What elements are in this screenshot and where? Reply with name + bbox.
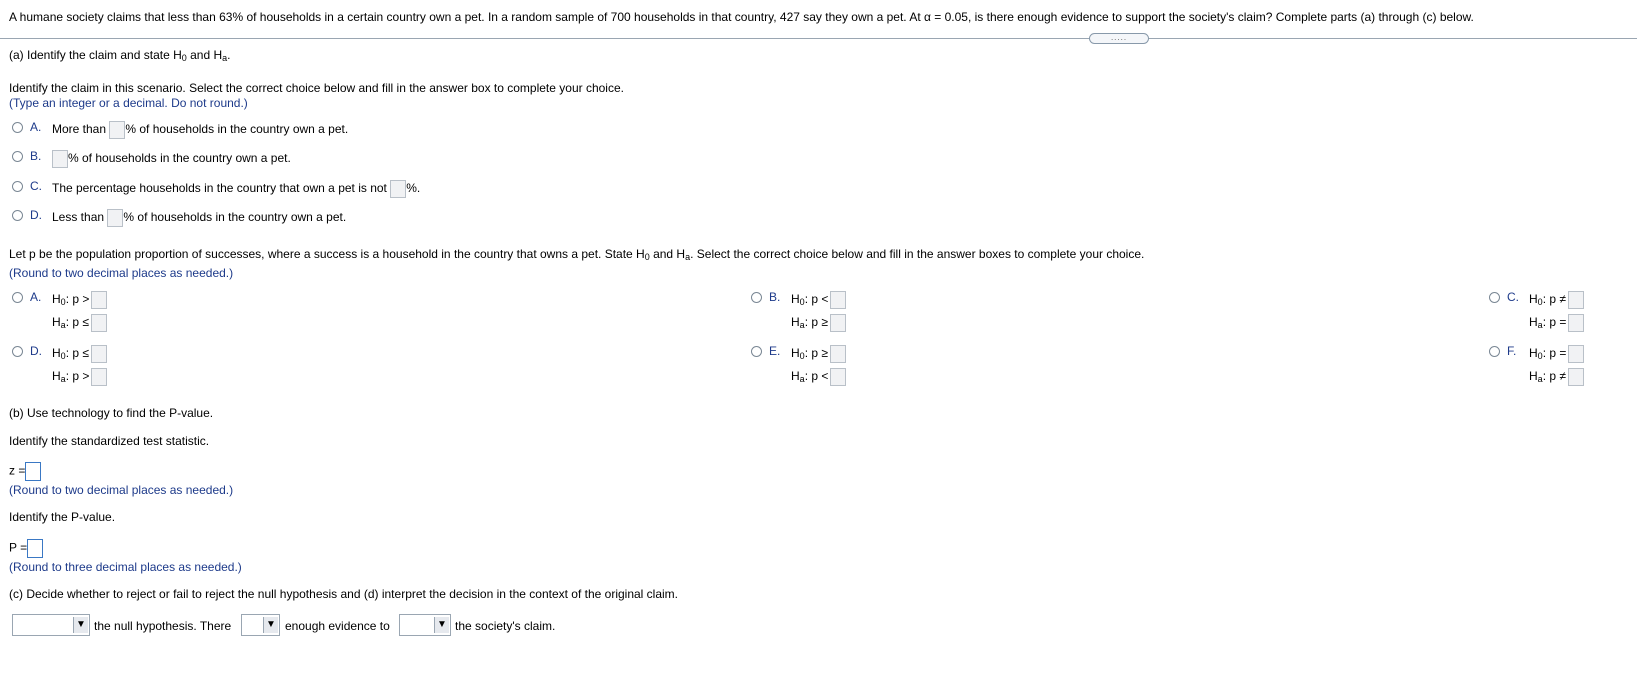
- hyp-radio-a[interactable]: [12, 292, 23, 303]
- part-c-heading: (c) Decide whether to reject or fail to reject the null hypothesis and (d) interpret the decision in the context of the original claim.: [9, 587, 679, 601]
- p-row: P =: [9, 539, 43, 558]
- claim-choice-a: More than % of households in the country own a pet.: [52, 121, 348, 139]
- hyp-d-h0-input[interactable]: [91, 345, 107, 363]
- claim-c-input[interactable]: [390, 180, 406, 198]
- claim-radio-d[interactable]: [12, 210, 23, 221]
- hyp-a-ha: $H_a$: p ≤: [52, 314, 107, 332]
- hyp-b-ha-input[interactable]: [830, 314, 846, 332]
- chevron-down-icon: ▼: [73, 617, 88, 633]
- claim-radio-a[interactable]: [12, 122, 23, 133]
- hyp-radio-b[interactable]: [751, 292, 762, 303]
- hyp-c-h0-input[interactable]: [1568, 291, 1584, 309]
- claim-radio-b[interactable]: [12, 151, 23, 162]
- decision-dropdown[interactable]: [12, 614, 90, 636]
- hyp-e-h0-input[interactable]: [830, 345, 846, 363]
- hyp-e-ha-input[interactable]: [830, 368, 846, 386]
- z-instruction: Identify the standardized test statistic.: [9, 434, 210, 448]
- hyp-d-ha: $H_a$: p >: [52, 368, 107, 386]
- hypothesis-instruction: Let p be the population proportion of successes, where a success is a household in the country that owns a pet. State $H_0$ and $H_a$. Select the correct choice below and fill in the answer boxes to complete your choice.: [9, 247, 1145, 262]
- question-text: A humane society claims that less than 63% of households in a certain country own a pet. In a random sample of 700 households in that country, 427 say they own a pet. At α = 0.05, is there enough evidence to support the society's claim? Complete parts (a) through (c) below.: [9, 10, 1474, 24]
- chevron-down-icon: ▼: [434, 617, 449, 633]
- claim-action-text: the society's claim.: [455, 619, 556, 633]
- claim-a-input[interactable]: [109, 121, 125, 139]
- claim-action-dropdown[interactable]: [399, 614, 451, 636]
- hyp-letter-e: E.: [769, 344, 781, 358]
- z-row: z =: [9, 462, 41, 481]
- claim-choice-d: Less than % of households in the country own a pet.: [52, 209, 346, 227]
- claim-hint: (Type an integer or a decimal. Do not round.): [9, 96, 248, 110]
- hyp-a-h0-input[interactable]: [91, 291, 107, 309]
- hyp-e-ha: $H_a$: p <: [791, 368, 846, 386]
- hyp-d-ha-input[interactable]: [91, 368, 107, 386]
- claim-letter-c: C.: [30, 179, 42, 193]
- hyp-a-ha-input[interactable]: [91, 314, 107, 332]
- evidence-text: enough evidence to: [285, 619, 390, 633]
- hyp-radio-d[interactable]: [12, 346, 23, 357]
- hyp-a-h0: $H_0$: p >: [52, 291, 107, 309]
- part-b-heading: (b) Use technology to find the P-value.: [9, 406, 214, 420]
- claim-d-input[interactable]: [107, 209, 123, 227]
- hyp-radio-c[interactable]: [1489, 292, 1500, 303]
- hyp-letter-f: F.: [1507, 344, 1517, 358]
- evidence-dropdown[interactable]: [241, 614, 280, 636]
- p-value-input[interactable]: [27, 539, 43, 558]
- hyp-b-ha: $H_a$: p ≥: [791, 314, 846, 332]
- claim-radio-c[interactable]: [12, 181, 23, 192]
- hyp-e-h0: $H_0$: p ≥: [791, 345, 846, 363]
- claim-choice-c: The percentage households in the country that own a pet is not %.: [52, 180, 420, 198]
- hypothesis-hint: (Round to two decimal places as needed.): [9, 266, 234, 280]
- hyp-f-h0: $H_0$: p =: [1529, 345, 1584, 363]
- claim-letter-b: B.: [30, 149, 42, 163]
- z-hint: (Round to two decimal places as needed.): [9, 483, 234, 497]
- decision-text: the null hypothesis. There: [94, 619, 232, 633]
- p-value-instruction: Identify the P-value.: [9, 510, 116, 524]
- hyp-letter-d: D.: [30, 344, 42, 358]
- p-value-hint: (Round to three decimal places as needed.): [9, 560, 242, 574]
- claim-letter-d: D.: [30, 208, 42, 222]
- hyp-radio-f[interactable]: [1489, 346, 1500, 357]
- hyp-f-ha-input[interactable]: [1568, 368, 1584, 386]
- claim-b-input[interactable]: [52, 150, 68, 168]
- chevron-down-icon: ▼: [263, 617, 278, 633]
- hyp-b-h0: $H_0$: p <: [791, 291, 846, 309]
- hyp-letter-c: C.: [1507, 290, 1519, 304]
- z-input[interactable]: [25, 462, 41, 481]
- hyp-f-h0-input[interactable]: [1568, 345, 1584, 363]
- hyp-b-h0-input[interactable]: [830, 291, 846, 309]
- hyp-d-h0: $H_0$: p ≤: [52, 345, 107, 363]
- hyp-c-ha-input[interactable]: [1568, 314, 1584, 332]
- hyp-f-ha: $H_a$: p ≠: [1529, 368, 1584, 386]
- claim-letter-a: A.: [30, 120, 42, 134]
- hyp-letter-a: A.: [30, 290, 42, 304]
- separator-line: [0, 38, 1637, 39]
- claim-instruction: Identify the claim in this scenario. Select the correct choice below and fill in the answer box to complete your choice.: [9, 81, 624, 95]
- part-a-heading: (a) Identify the claim and state $H_0$ and $H_a$.: [9, 48, 231, 63]
- hyp-letter-b: B.: [769, 290, 781, 304]
- claim-choice-b: % of households in the country own a pet.: [52, 150, 291, 168]
- hyp-c-ha: $H_a$: p =: [1529, 314, 1584, 332]
- expand-more-button[interactable]: .....: [1089, 33, 1149, 44]
- hyp-radio-e[interactable]: [751, 346, 762, 357]
- hyp-c-h0: $H_0$: p ≠: [1529, 291, 1584, 309]
